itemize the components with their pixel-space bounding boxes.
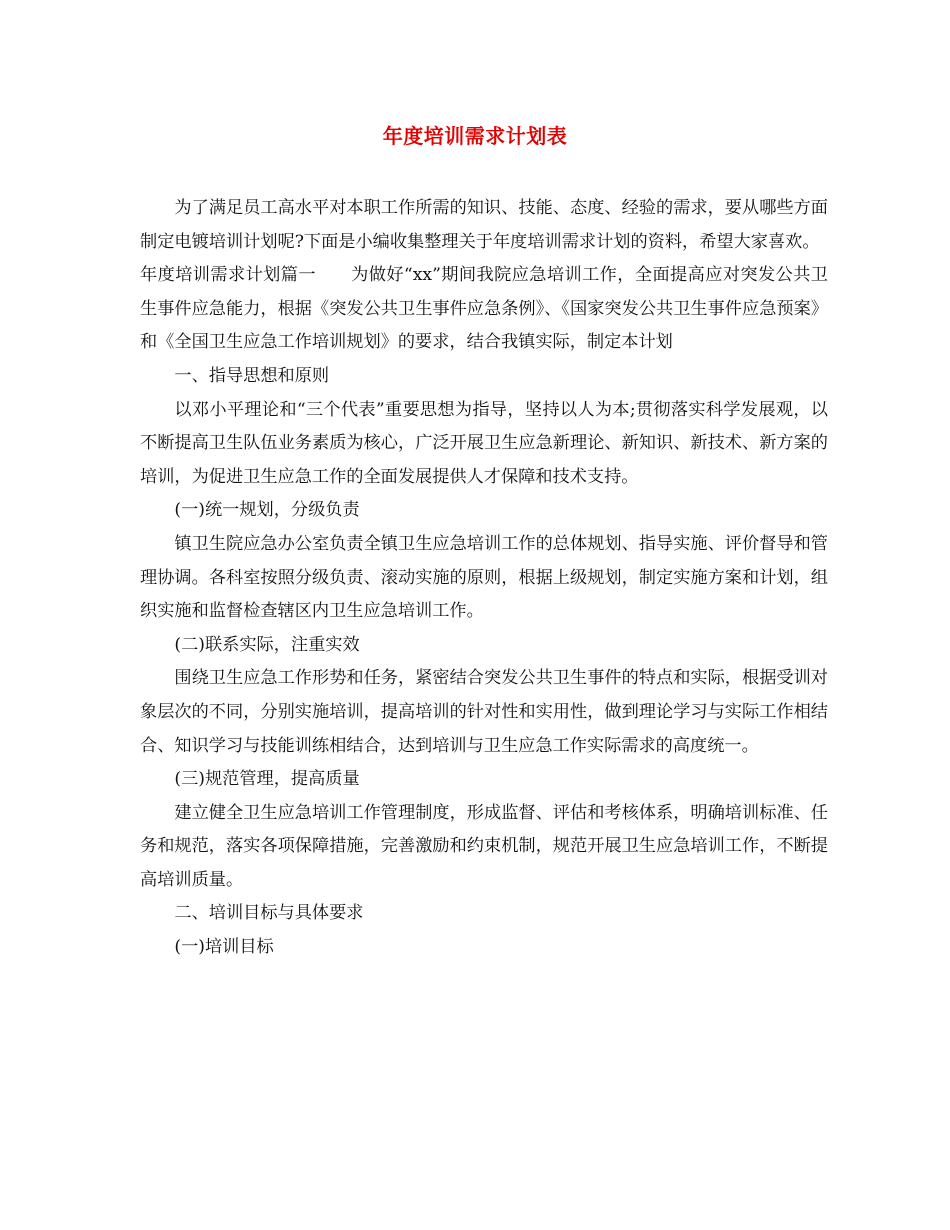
document-title: 年度培训需求计划表 [382,124,568,148]
document-body [140,192,828,965]
paragraph-unified-planning: 镇卫生院应急办公室负责全镇卫生应急培训工作的总体规划、指导实施、评价督导和管理协调。各科室按照分级负责、滚动实施的原则，根据上级规划，制定实施方案和计划，组织实施和监督检查辖区内卫生应急培训工作。 [140,533,828,622]
paragraph-guiding-principles: 以邓小平理论和“三个代表”重要思想为指导，坚持以人为本;贯彻落实科学发展观，以不断提高卫生队伍业务素质为核心，广泛开展卫生应急新理论、新知识、新技术、新方案的培训，为促进卫生应急工作的全面发展提供人才保障和技术支持。 [140,399,828,487]
paragraph-intro: 为了满足员工高水平对本职工作所需的知识、技能、态度、经验的需求，要从哪些方面制定电镀培训计划呢?下面是小编收集整理关于年度培训需求计划的资料，希望大家喜欢。 [140,198,828,252]
heading-guiding-principles: 一、指导思想和原则 [174,365,330,386]
paragraph-practical-results: 围绕卫生应急工作形势和任务，紧密结合突发公共卫生事件的特点和实际，根据受训对象层次的不同，分别实施培训，提高培训的针对性和实用性，做到理论学习与实际工作相结合、知识学习与技能训练相结合，达到培训与卫生应急工作实际需求的高度统一。 [140,668,828,756]
subheading-unified-planning: (一)统一规划，分级负责 [174,500,360,521]
paragraph-standard-management: 建立健全卫生应急培训工作管理制度，形成监督、评估和考核体系，明确培训标准、任务和规范，落实各项保障措施，完善激励和约束机制，规范开展卫生应急培训工作，不断提高培训质量。 [140,802,828,890]
subheading-training-goal: (一)培训目标 [174,937,274,958]
heading-training-goals: 二、培训目标与具体要求 [174,903,364,924]
subheading-practical-results: (二)联系实际，注重实效 [174,634,360,655]
paragraph-plan-one: 年度培训需求计划篇一 为做好“xx”期间我院应急培训工作，全面提高应对突发公共卫生事件应急能力，根据《突发公共卫生事件应急条例》、《国家突发公共卫生事件应急预案》和《全国卫生应急工作培训规划》的要求，结合我镇实际，制定本计划 [140,265,828,353]
subheading-standard-management: (三)规范管理，提高质量 [174,769,360,790]
